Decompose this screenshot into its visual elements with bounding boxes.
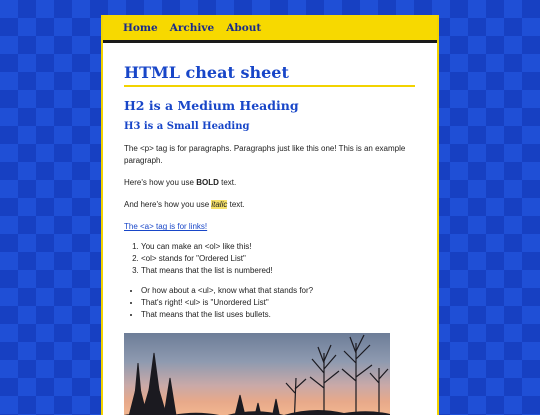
nav-archive-link[interactable]: Archive [169,21,215,34]
small-heading: H3 is a Small Heading [124,121,250,133]
italic-suffix: text. [227,200,245,210]
example-link[interactable]: The <a> tag is for links! [124,222,208,232]
tree-silhouette-image [124,333,390,415]
page-container [101,15,439,415]
sunset-trees-photo [124,333,390,415]
bold-prefix: Here's how you use [124,178,197,188]
bold-suffix: text. [218,178,237,188]
nav-home-link[interactable]: Home [123,21,158,34]
ordered-list [124,241,415,277]
list-item: • That means that the list uses bullets. [141,309,415,321]
top-nav [103,15,437,43]
medium-heading: H2 is a Medium Heading [124,98,299,114]
list-item: • Or how about a <ul>, know what that stands for? [141,285,415,297]
list-item: 2. <ol> stands for "Ordered List" [141,253,415,265]
main-content [103,63,437,415]
italic-prefix: And here's how you use [124,200,212,210]
page-title: HTML cheat sheet [124,63,415,87]
paragraph-bold [124,177,415,189]
paragraph-italic [124,199,415,211]
list-item: 1. You can make an <ol> like this! [141,241,415,253]
list-item: 3. That means that the list is numbered! [141,265,415,277]
italic-text: italic [211,200,228,210]
nav-about-link[interactable]: About [226,21,262,34]
unordered-list [124,285,415,321]
paragraph-intro: The <p> tag is for paragraphs. Paragraphs just like this one! This is an example paragraph. [124,144,406,166]
link-paragraph [124,221,415,233]
list-item: • That's right! <ul> is "Unordered List" [141,297,415,309]
bold-text: BOLD [196,178,219,188]
